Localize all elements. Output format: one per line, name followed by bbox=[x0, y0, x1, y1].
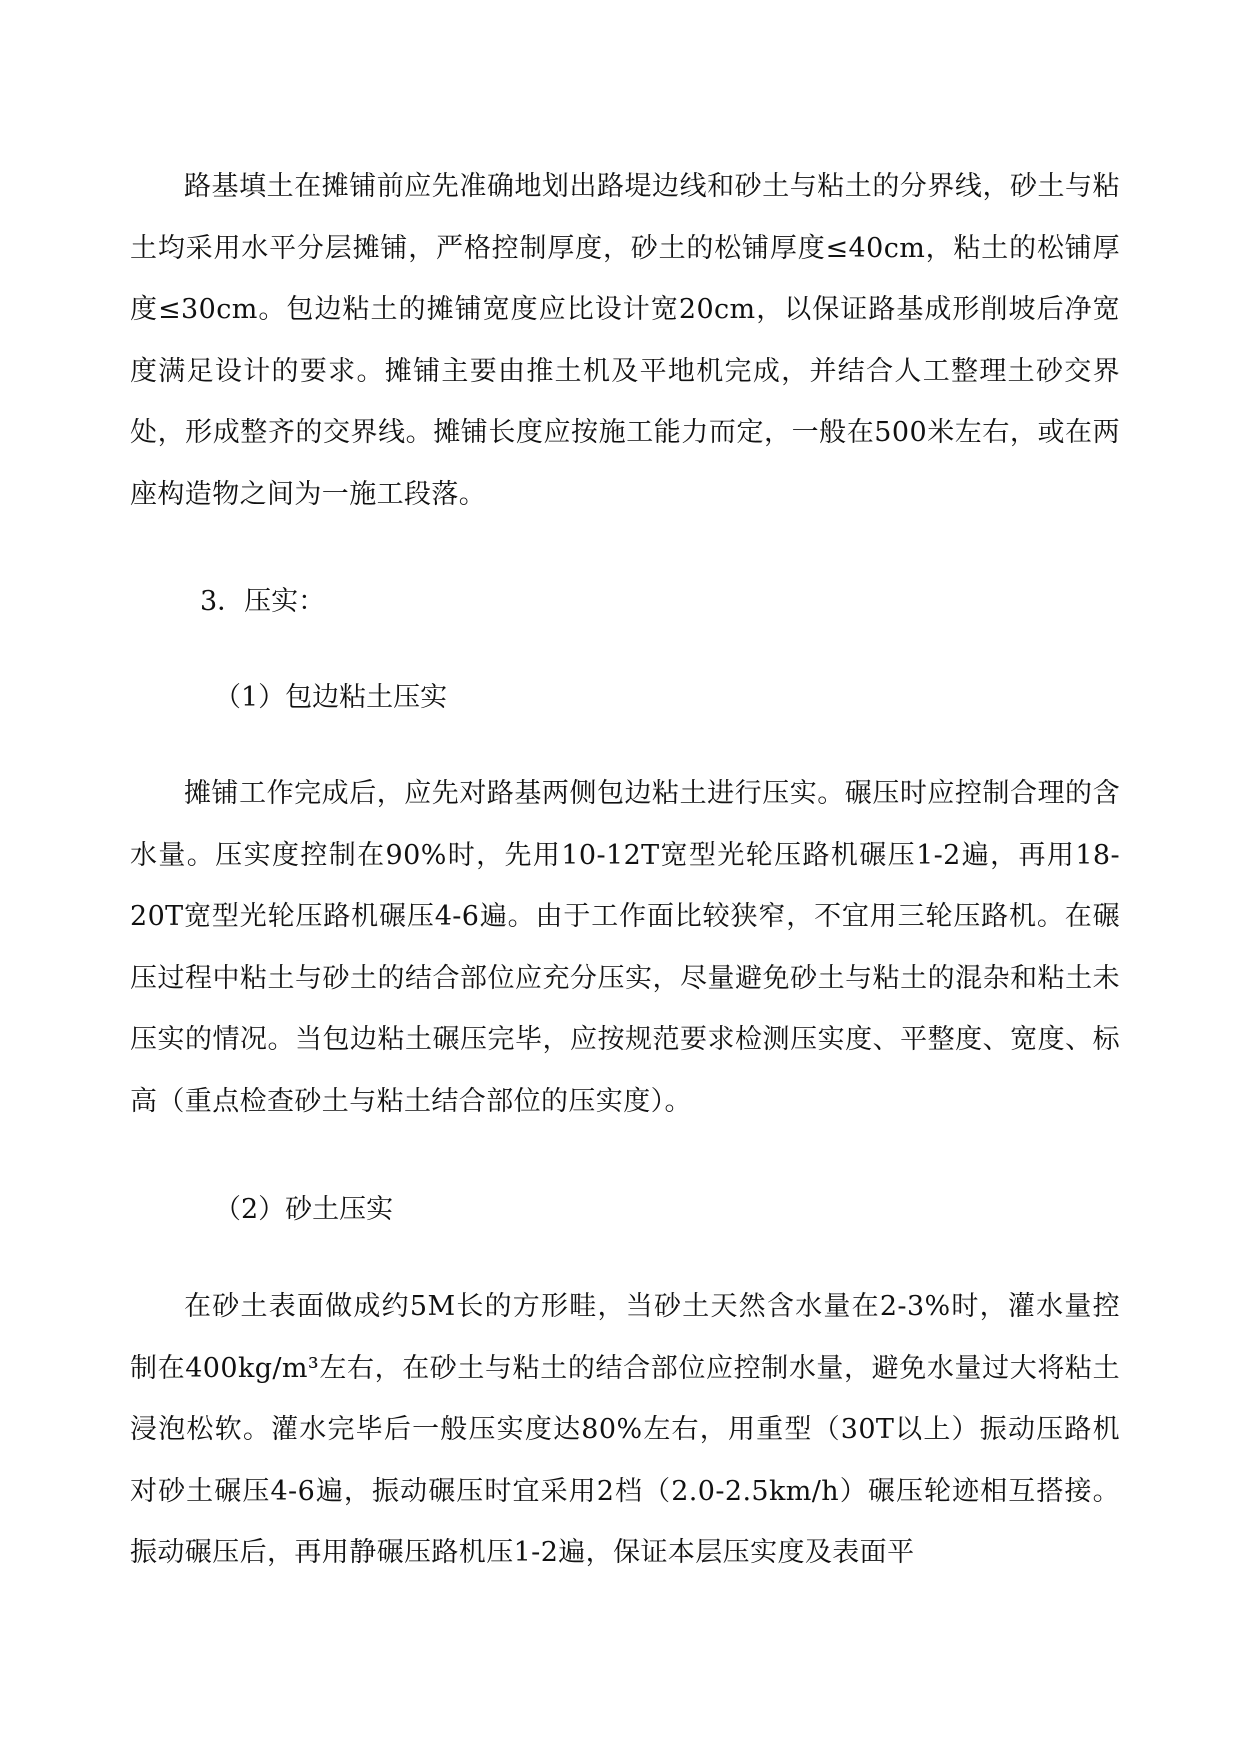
body-paragraph-clay-compaction: 摊铺工作完成后，应先对路基两侧包边粘土进行压实。碾压时应控制合理的含水量。压实度控制在90%时，先用10-12T宽型光轮压路机碾压1-2遍，再用18-20T宽型光轮压路机碾压4-6遍。由于工作面比较狭窄，不宜用三轮压路机。在碾压过程中粘土与砂土的结合部位应充分压实，尽量避免砂土与粘土的混杂和粘土未压实的情况。当包边粘土碾压完毕，应按规范要求检测压实度、平整度、宽度、标高（重点检查砂土与粘土结合部位的压实度）。 bbox=[130, 778, 1120, 1117]
section-heading-compaction: 3．压实： bbox=[200, 586, 326, 617]
subheading-clay-edge-compaction: （1）包边粘土压实 bbox=[214, 682, 448, 713]
body-paragraph-spreading: 路基填土在摊铺前应先准确地划出路堤边线和砂土与粘土的分界线，砂土与粘土均采用水平分层摊铺，严格控制厚度，砂土的松铺厚度≤40cm，粘土的松铺厚度≤30cm。包边粘土的摊铺宽度应比设计宽20cm，以保证路基成形削坡后净宽度满足设计的要求。摊铺主要由推土机及平地机完成，并结合人工整理土砂交界处，形成整齐的交界线。摊铺长度应按施工能力而定，一般在500米左右，或在两座构造物之间为一施工段落。 bbox=[130, 171, 1120, 510]
subheading-sand-compaction: （2）砂土压实 bbox=[214, 1194, 394, 1225]
body-paragraph-sand-compaction: 在砂土表面做成约5M长的方形畦，当砂土天然含水量在2-3%时，灌水量控制在400kg/m³左右，在砂土与粘土的结合部位应控制水量，避免水量过大将粘土浸泡松软。灌水完毕后一般压实度达80%左右，用重型（30T以上）振动压路机对砂土碾压4-6遍，振动碾压时宜采用2档（2.0-2.5km/h）碾压轮迹相互搭接。振动碾压后，再用静碾压路机压1-2遍，保证本层压实度及表面平 bbox=[130, 1291, 1120, 1568]
